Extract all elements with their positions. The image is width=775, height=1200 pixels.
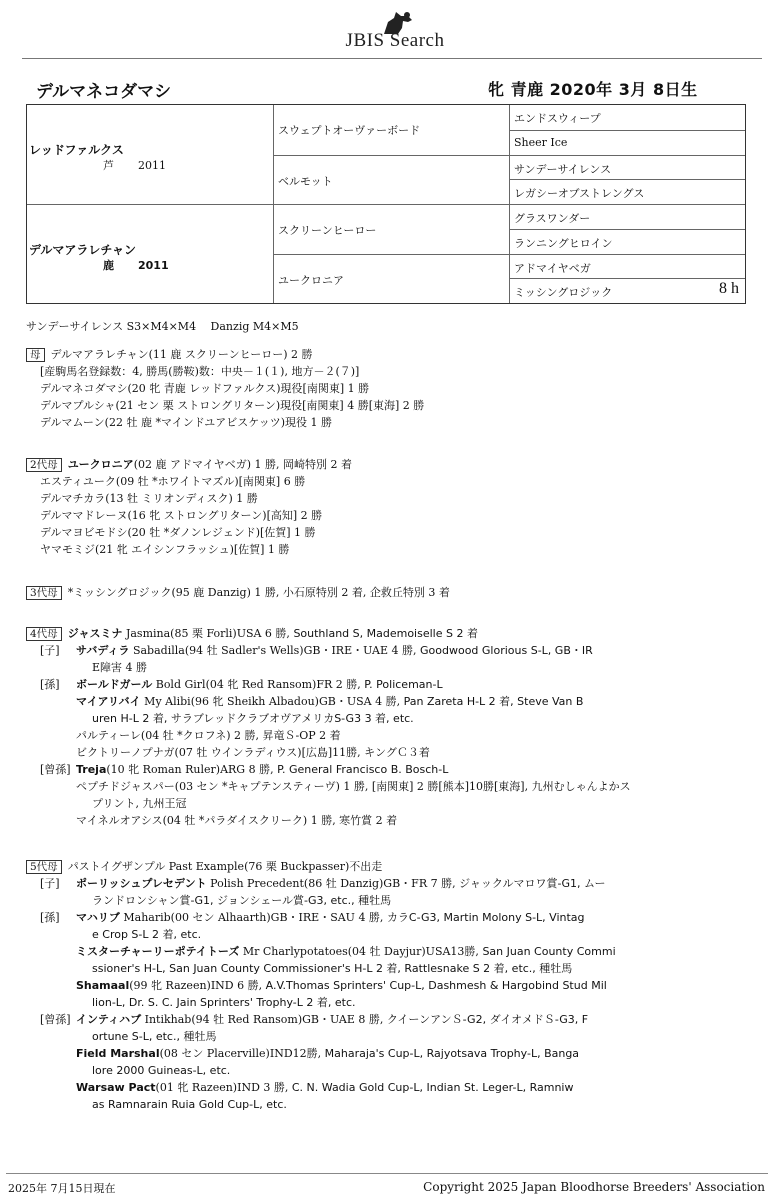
- descendant-line: [26, 977, 756, 994]
- descendant-line: [26, 994, 756, 1011]
- dam-name[interactable]: デルマアラレチャン: [29, 243, 137, 257]
- race-results: クイーンアンＳ-G2, ダイオメドＳ-G3, F: [386, 1013, 589, 1026]
- second-dam-name[interactable]: ユークロニア: [67, 458, 134, 471]
- descendant-line: [26, 909, 756, 926]
- race-results: as Ramnarain Ruia Gold Cup-L, etc.: [92, 1098, 287, 1111]
- ancestor-name[interactable]: ランニングヒロイン: [514, 236, 613, 250]
- race-results: lion-L, Dr. S. C. Jain Sprinters' Trophy-L 2 着, etc.: [92, 996, 356, 1009]
- offspring-line: エスティユーク(09 牡 *ホワイトマズル)[南関東] 6 勝: [40, 475, 306, 488]
- descendant-line: [26, 1045, 756, 1062]
- horse-name-link[interactable]: Field Marshal: [76, 1047, 160, 1060]
- relation-label: [曾孫]: [40, 1013, 71, 1026]
- horse-detail: (01 牝 Razeen)IND 3 勝,: [155, 1081, 292, 1094]
- third-dam-name[interactable]: *ミッシングロジック: [67, 586, 172, 599]
- relation-label: [孫]: [40, 911, 60, 924]
- horse-detail: Bold Girl(04 牝 Red Ransom)FR 2 勝,: [152, 678, 365, 691]
- fourth-dam-races: Southland S, Mademoiselle S 2 着: [293, 627, 478, 640]
- race-results: P. General Francisco B. Bosch-L: [277, 763, 449, 776]
- copyright: Copyright 2025 Japan Bloodhorse Breeders' Association: [423, 1180, 765, 1194]
- dam-color: 鹿: [103, 259, 114, 272]
- horse-name-link[interactable]: サバディラ: [76, 644, 130, 657]
- descendant-line: [26, 875, 756, 892]
- horse-detail: ビクトリーノプナガ(07 牡 ウインラディウス)[広島]11勝, キングＣ３着: [76, 746, 430, 759]
- race-results: Goodwood Glorious S-L, GB・IR: [420, 644, 593, 657]
- pedigree-dam: [27, 204, 273, 303]
- dam-line: デルマアラレチャン(11 鹿 スクリーンヒーロー) 2 勝: [50, 348, 313, 361]
- race-results: ortune S-L, etc., 種牡馬: [92, 1030, 217, 1043]
- offspring-line: デルマネコダマシ(20 牝 青鹿 レッドファルクス)現役[南関東] 1 勝: [40, 382, 370, 395]
- horse-detail: Intikhab(94 牡 Red Ransom)GB・UAE 8 勝,: [141, 1013, 387, 1026]
- pedigree-gen2: [273, 155, 509, 205]
- descendant-line: [26, 812, 756, 829]
- descendant-line: [26, 642, 756, 659]
- horse-name-link[interactable]: マハリブ: [76, 911, 120, 924]
- sire-name[interactable]: レッドファルクス: [29, 143, 124, 157]
- section-tag: 3代母: [26, 586, 62, 600]
- race-results: ジャックルマロワ賞-G1, ムー: [459, 877, 606, 890]
- ancestor-name[interactable]: エンドスウィープ: [514, 112, 601, 125]
- descendant-line: [26, 710, 756, 727]
- section-second-dam: [26, 456, 756, 558]
- race-results: P. Policeman-L: [364, 678, 443, 691]
- inbreeding-info: サンデーサイレンス S3×M4×M4 Danzig M4×M5: [26, 320, 299, 333]
- pedigree-gen3: [509, 155, 745, 180]
- horse-detail: (10 牝 Roman Ruler)ARG 8 勝,: [106, 763, 278, 776]
- horse-info: 牝 青鹿 2020年 3月 8日生: [488, 80, 698, 99]
- descendant-line: [26, 1062, 756, 1079]
- relation-label: [曾孫]: [40, 763, 71, 776]
- descendant-line: [26, 892, 756, 909]
- horse-detail: My Alibi(96 牝 Sheikh Albadou)GB・USA 4 勝,: [140, 695, 404, 708]
- horse-name-link[interactable]: マイアリバイ: [76, 695, 141, 708]
- fifth-dam-detail: パストイグザンプル Past Example(76 栗 Buckpasser)不出走: [67, 860, 383, 873]
- descendant-line: [26, 659, 756, 676]
- horse-detail: パルティーレ(04 牡 *クロフネ) 2 勝, 昇竜Ｓ-OP 2 着: [76, 729, 341, 742]
- race-results: A.V.Thomas Sprinters' Cup-L, Dashmesh & Hargobind Stud Mil: [265, 979, 607, 992]
- section-fifth-dam: [26, 858, 756, 1113]
- horse-detail: Polish Precedent(86 牡 Danzig)GB・FR 7 勝,: [206, 877, 460, 890]
- offspring-line: デルマヨビモドシ(20 牡 *ダノンレジェンド)[佐賀] 1 勝: [40, 526, 316, 539]
- race-results: ssioner's H-L, San Juan County Commissioner's H-L 2 着, Rattlesnake S 2 着, etc., 種牡馬: [92, 962, 573, 975]
- pedigree-gen2: [273, 105, 509, 155]
- race-results: C. N. Wadia Gold Cup-L, Indian St. Leger-L, Ramniw: [291, 1081, 574, 1094]
- relation-label: [子]: [40, 877, 60, 890]
- descendant-line: [26, 676, 756, 693]
- family-number: 8 h: [719, 280, 739, 298]
- descendant-line: [26, 1028, 756, 1045]
- horse-detail: (08 セン Placerville)IND12勝,: [159, 1047, 325, 1060]
- ancestor-name[interactable]: サンデーサイレンス: [514, 162, 612, 176]
- section-tag: 4代母: [26, 627, 62, 641]
- pedigree-table: [26, 104, 746, 304]
- descendant-line: [26, 744, 756, 761]
- third-dam-detail: (95 鹿 Danzig) 1 勝, 小石原特別 2 着, 企救丘特別 3 着: [171, 586, 450, 599]
- descendant-line: [26, 727, 756, 744]
- fourth-dam-detail: Jasmina(85 栗 Forli)USA 6 勝,: [122, 627, 294, 640]
- descendant-line: [26, 926, 756, 943]
- ancestor-name[interactable]: レガシーオブストレングス: [514, 187, 645, 201]
- section-tag: 母: [26, 348, 45, 362]
- ancestor-name[interactable]: グラスワンダー: [514, 212, 591, 225]
- ancestor-name[interactable]: スウェプトオーヴァーボード: [278, 124, 421, 137]
- horse-name-link[interactable]: ミスターチャーリーポテイトーズ: [76, 945, 240, 958]
- horse-detail: ペプチドジャスパー(03 セン *キャプテンスティーヴ) 1 勝, [南関東] 2 勝[熊本]10勝[東海], 九州むしゃんよかス: [76, 780, 631, 793]
- horse-name-link[interactable]: インティハブ: [76, 1013, 142, 1026]
- horse-detail: Sabadilla(94 牡 Sadler's Wells)GB・IRE・UAE 4 勝,: [129, 644, 420, 657]
- horse-detail: E障害 4 勝: [92, 661, 148, 674]
- sire-color: 芦: [103, 159, 114, 172]
- pedigree-gen3: [509, 254, 745, 279]
- dam-year: 2011: [138, 259, 169, 272]
- descendant-line: [26, 1079, 756, 1096]
- header-divider: [22, 58, 762, 59]
- sire-year: 2011: [138, 159, 166, 172]
- race-results: ランドロンシャン賞-G1, ジョンシェール賞-G3, etc., 種牡馬: [92, 894, 392, 907]
- race-results: lore 2000 Guineas-L, etc.: [92, 1064, 231, 1077]
- descendant-line: [26, 943, 756, 960]
- footer-divider: [6, 1173, 768, 1174]
- offspring-line: デルマプルシャ(21 セン 栗 ストロングリターン)現役[南関東] 4 勝[東海] 2 勝: [40, 399, 425, 412]
- horse-name-link[interactable]: ポーリッシュプレセデント: [76, 877, 207, 890]
- relation-label: [子]: [40, 644, 60, 657]
- horse-name-link[interactable]: Treja: [76, 763, 107, 776]
- as-of-date: 2025年 7月15日現在: [8, 1182, 116, 1195]
- race-results: e Crop S-L 2 着, etc.: [92, 928, 202, 941]
- offspring-line: デルマムーン(22 牡 鹿 *マインドユアビスケッツ)現役 1 勝: [40, 416, 333, 429]
- pedigree-gen3: [509, 229, 745, 254]
- second-dam-detail: (02 鹿 アドマイヤベガ) 1 勝, 岡崎特別 2 着: [133, 458, 353, 471]
- pedigree-gen3: [509, 179, 745, 204]
- offspring-line: ヤマモミジ(21 牝 エイシンフラッシュ)[佐賀] 1 勝: [40, 543, 290, 556]
- ancestor-name[interactable]: ベルモット: [278, 174, 333, 188]
- horse-detail: Mr Charlypotatoes(04 牡 Dayjur)USA13勝,: [239, 945, 483, 958]
- pedigree-gen3: [509, 130, 745, 155]
- descendant-line: [26, 795, 756, 812]
- descendant-line: [26, 761, 756, 778]
- horse-detail: Maharib(00 セン Alhaarth)GB・IRE・SAU 4 勝,: [119, 911, 387, 924]
- fourth-dam-name[interactable]: ジャスミナ: [67, 627, 123, 640]
- ancestor-name[interactable]: スクリーンヒーロー: [278, 224, 377, 237]
- horse-name: デルマネコダマシ: [36, 82, 172, 102]
- section-dam: [26, 346, 756, 431]
- descendant-line: [26, 960, 756, 977]
- ancestor-name[interactable]: アドマイヤベガ: [514, 261, 591, 275]
- logo-text: JBIS Search: [345, 30, 445, 51]
- relation-label: [孫]: [40, 678, 60, 691]
- race-results: カラC-G3, Martin Molony S-L, Vintag: [386, 911, 585, 924]
- offspring-line: デルマチカラ(13 牡 ミリオンディスク) 1 勝: [40, 492, 258, 505]
- race-results: Maharaja's Cup-L, Rajyotsava Trophy-L, Banga: [324, 1047, 580, 1060]
- race-results: San Juan County Commi: [482, 945, 616, 958]
- horse-detail: マイネルオアシス(04 牡 *パラダイスクリーク) 1 勝, 寒竹賞 2 着: [76, 814, 398, 827]
- horse-detail: プリント, 九州王冠: [92, 797, 187, 810]
- horse-name-link[interactable]: Shamaal: [76, 979, 130, 992]
- section-tag: 5代母: [26, 860, 62, 874]
- descendant-line: [26, 1096, 756, 1113]
- pedigree-sire: [27, 105, 273, 204]
- ancestor-name[interactable]: Sheer Ice: [514, 135, 568, 149]
- ancestor-name[interactable]: ユークロニア: [278, 273, 344, 287]
- race-results: Pan Zareta H-L 2 着, Steve Van B: [403, 695, 584, 708]
- jbis-search-logo[interactable]: [330, 10, 460, 54]
- descendant-line: [26, 778, 756, 795]
- horse-name-link[interactable]: ボールドガール: [76, 678, 153, 691]
- pedigree-gen2: [273, 254, 509, 304]
- horse-detail: (99 牝 Razeen)IND 6 勝,: [129, 979, 266, 992]
- pedigree-gen3: [509, 204, 745, 229]
- dam-stats: [産駒馬名登録数：4, 勝馬(勝鞍)数：中央－１(１), 地方－２(７)]: [40, 365, 360, 378]
- ancestor-name[interactable]: ミッシングロジック: [514, 286, 613, 300]
- pedigree-gen3: [509, 105, 745, 130]
- offspring-line: デルママドレーヌ(16 牝 ストロングリターン)[高知] 2 勝: [40, 509, 323, 522]
- section-fourth-dam: [26, 625, 756, 829]
- descendant-line: [26, 693, 756, 710]
- pedigree-gen3: [509, 278, 745, 303]
- horse-name-link[interactable]: Warsaw Pact: [76, 1081, 156, 1094]
- section-tag: 2代母: [26, 458, 62, 472]
- pedigree-gen2: [273, 204, 509, 254]
- section-third-dam: [26, 584, 756, 601]
- race-results: uren H-L 2 着, サラブレッドクラブオヴアメリカS-G3 3 着, etc.: [92, 712, 414, 725]
- descendant-line: [26, 1011, 756, 1028]
